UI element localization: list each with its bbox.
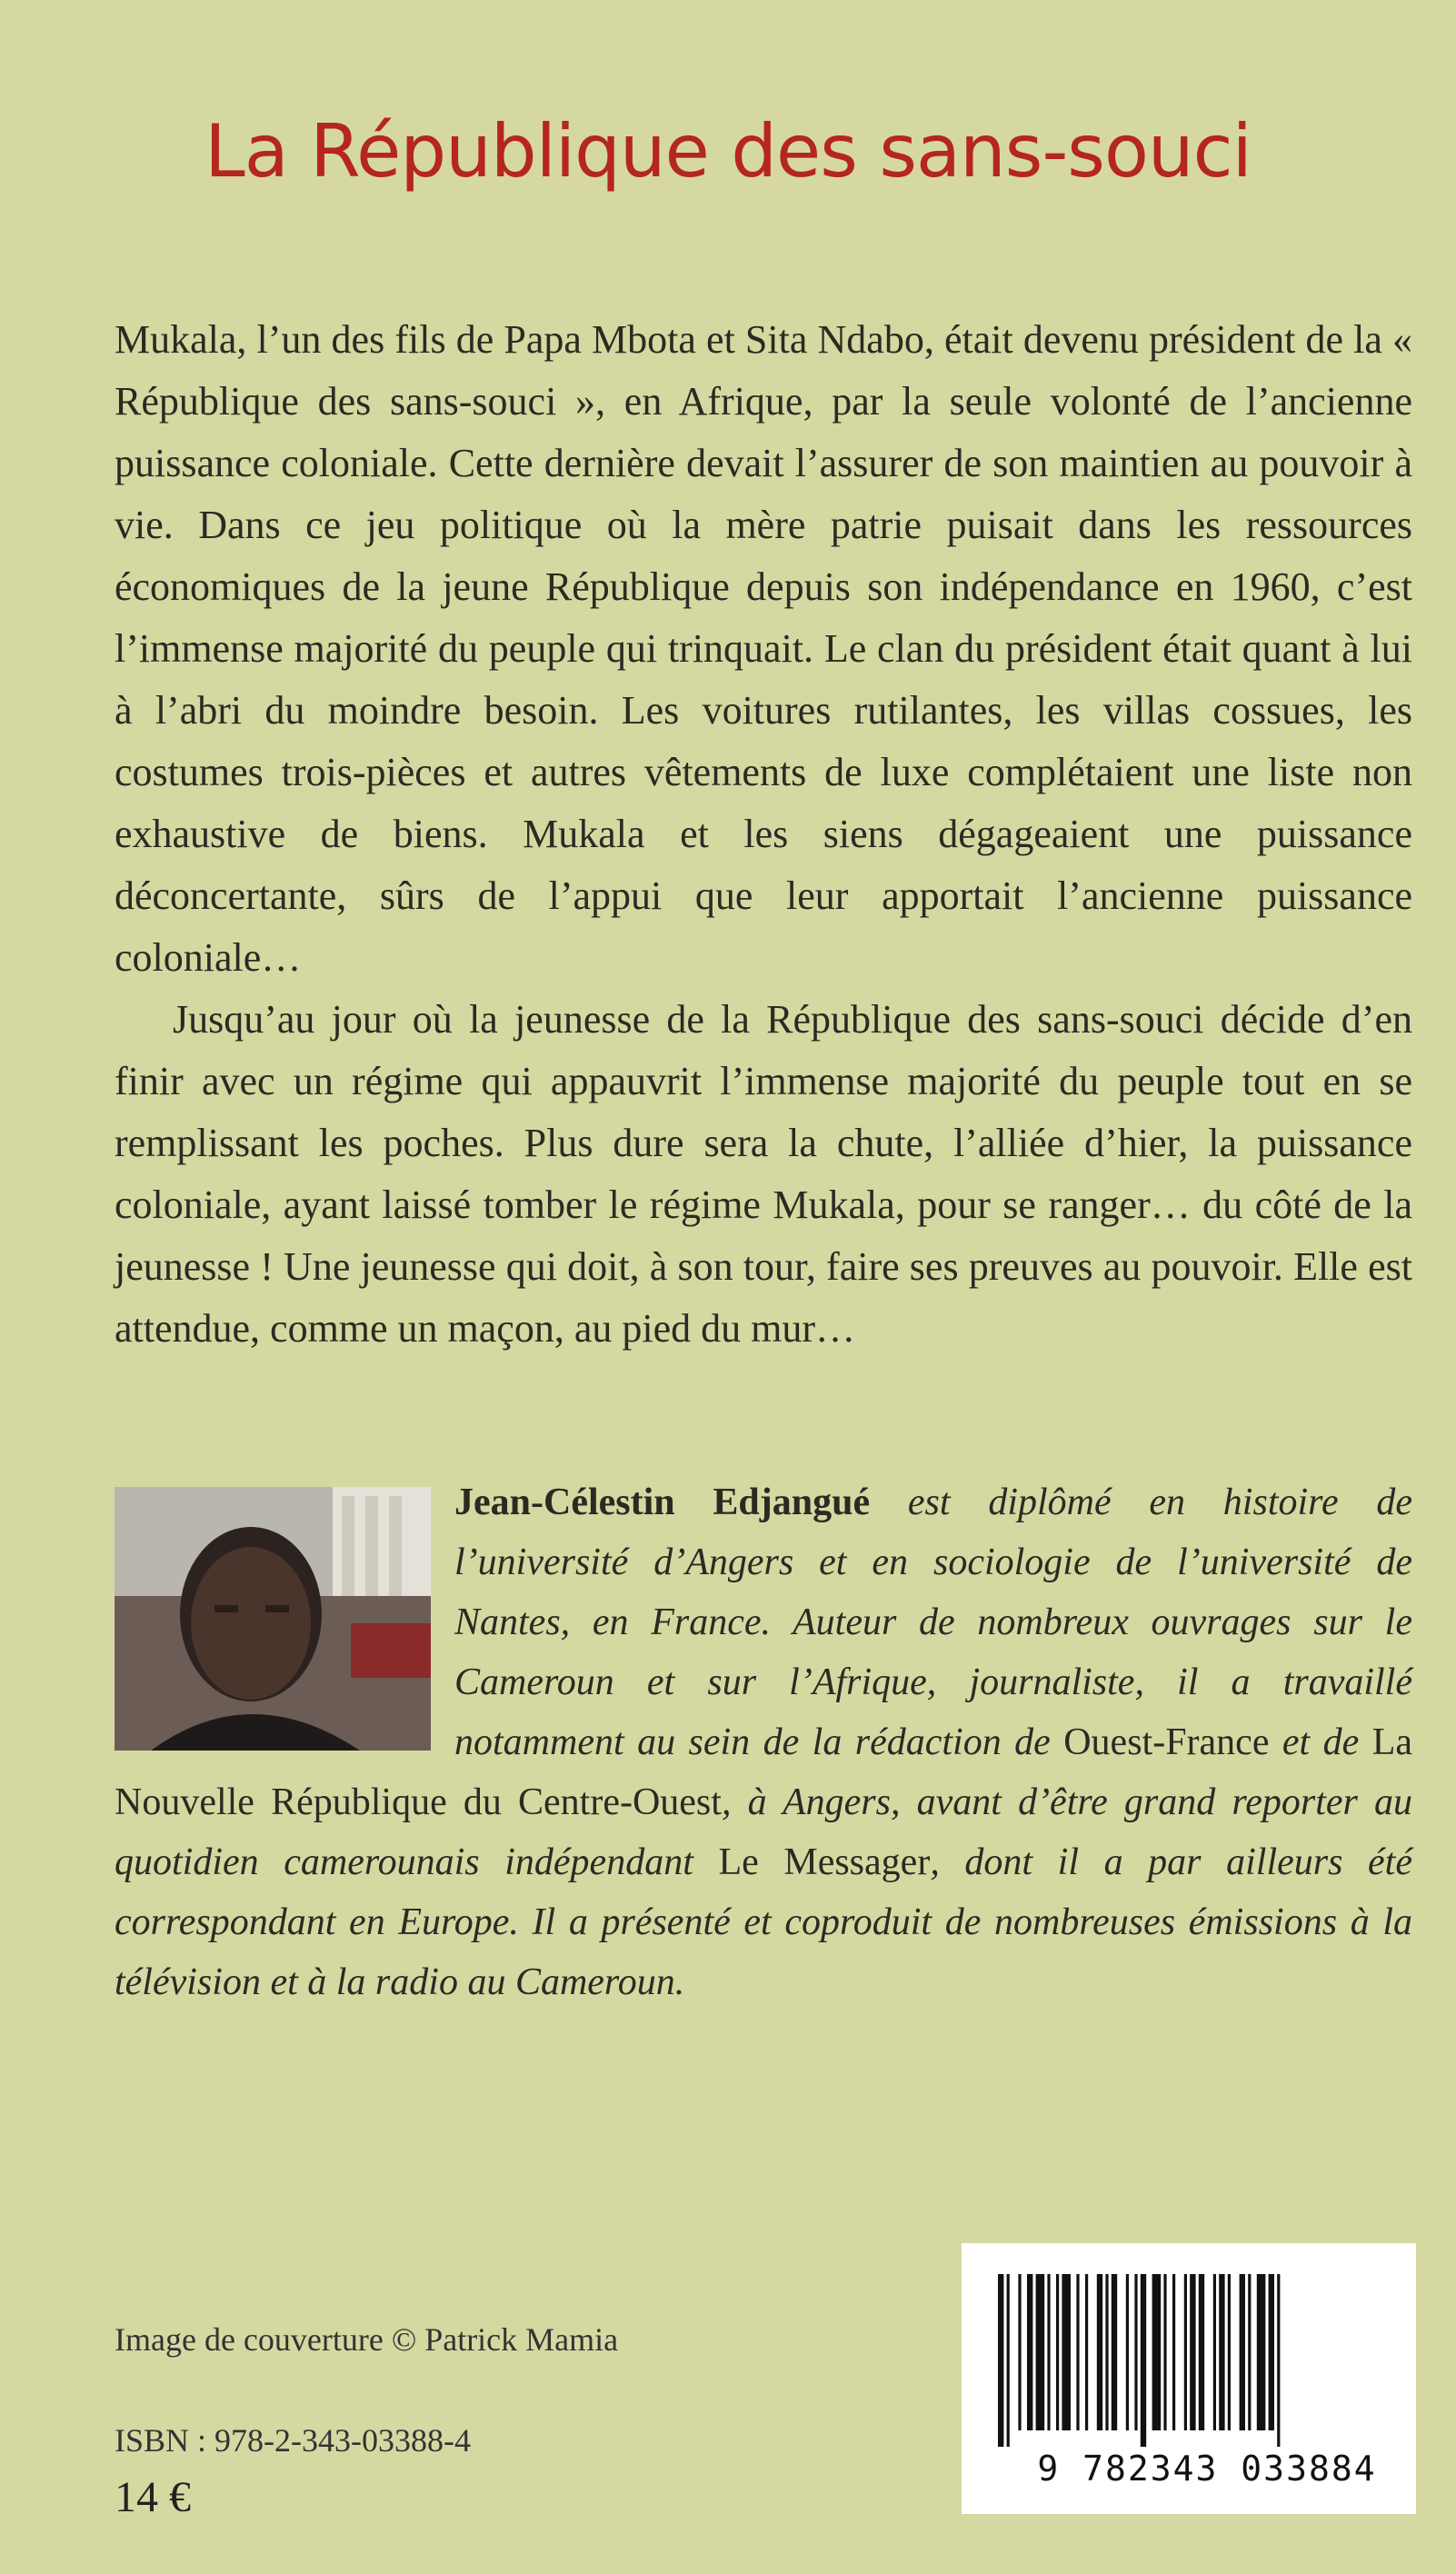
barcode-bar [1062,2274,1071,2430]
barcode-bar [1105,2274,1108,2430]
isbn: ISBN : 978-2-343-03388-4 [115,2422,471,2459]
barcode-bar [1184,2274,1187,2430]
barcode-bar [1248,2274,1251,2430]
barcode [962,2243,1416,2514]
barcode-bar [1190,2274,1195,2430]
synopsis-paragraph-2: Jusqu’au jour où la jeunesse de la République des sans-souci décide d’en finir avec un régime qui appauvrit l’immense majorité du peuple tout en se remplissant les poches. Plus dure sera la chute, l’alliée d’hier, la puissance coloniale, ayant laissé tomber le régime Mukala, pour se ranger… du côté de la jeunesse ! Une jeunesse qui doit, à son tour, faire ses preuves au pouvoir. Elle est attendue, comme un maçon, au pied du mur… [115,997,1412,1351]
synopsis [115,309,1412,1360]
author-name: Jean-Célestin Edjangué [454,1482,871,1523]
author-photo [115,1487,431,1751]
barcode-bar [1257,2274,1266,2430]
barcode-bar [1199,2274,1204,2430]
barcode-number: 9 782343 033884 [1037,2449,1377,2489]
bio-text-4: , dont il a par ailleurs été correspondant en Europe. Il a présenté et coproduit de nombreuses émissions à la télévision et à la radio au Cameroun. [115,1841,1412,2003]
bio-text-1: est diplômé en histoire de l’université d’Angers et en sociologie de l’université de Nantes, en France. Auteur de nombreux ouvrages sur le Cameroun et sur l’Afrique, journaliste, il a travaillé notamment au sein de la rédaction de [454,1482,1412,1763]
barcode-bar [1076,2274,1079,2430]
barcode-bar [1097,2274,1102,2430]
barcode-bar [1134,2274,1137,2430]
barcode-bar [1163,2274,1166,2430]
barcode-bar [998,2274,1003,2447]
barcode-bar [1112,2274,1117,2430]
newspaper-ouest-france: Ouest-France [1063,1721,1270,1763]
barcode-bar [1047,2274,1050,2430]
newspaper-le-messager: Le Messager [718,1841,931,1883]
cover-image-credit: Image de couverture © Patrick Mamia [115,2321,619,2358]
barcode-bar [1056,2274,1059,2430]
barcode-bar [1152,2274,1162,2430]
barcode-bar [1277,2274,1280,2447]
book-title: La République des sans-souci [204,109,1252,194]
bio-text-2: et de [1269,1721,1372,1763]
synopsis-paragraph-1: Mukala, l’un des fils de Papa Mbota et Sita Ndabo, était devenu président de la « République des sans-souci », en Afrique, par la seule volonté de l’ancienne puissance coloniale. Cette dernière devait l’assurer de son maintien au pouvoir à vie. Dans ce jeu politique où la mère patrie puisait dans les ressources économiques de la jeune République depuis son indépendance en 1960, c’est l’immense majorité du peuple qui trinquait. Le clan du président était quant à lui à l’abri du moindre besoin. Les voitures rutilantes, les villas cossues, les costumes trois-pièces et autres vêtements de luxe complétaient une liste non exhaustive de biens. Mukala et les siens dégageaient une puissance déconcertante, sûrs de l’appui que leur apportait l’ancienne puissance coloniale… [115,317,1412,980]
author-photo-illustration [115,1487,431,1751]
barcode-bar [1269,2274,1274,2430]
newspaper-nouvelle-republique: La Nouvelle République du Centre-Ouest [115,1721,1413,1823]
barcode-bar [1240,2274,1245,2430]
barcode-bar [1027,2274,1032,2430]
barcode-bar [1228,2274,1231,2430]
barcode-bar [1018,2274,1021,2430]
barcode-bar [1213,2274,1216,2430]
barcode-bar [1172,2274,1175,2430]
barcode-bar [1007,2274,1010,2447]
barcode-bars [991,2274,1387,2447]
bio-text-3: , à Angers, avant d’être grand reporter au quotidien camerounais indépendant [115,1781,1412,1883]
author-bio [115,1472,1412,2012]
barcode-bar [1141,2274,1146,2447]
barcode-bar [1126,2274,1129,2430]
barcode-bar [1036,2274,1045,2430]
barcode-bar [1085,2274,1088,2430]
price: 14 € [115,2473,191,2521]
barcode-bar [1219,2274,1224,2430]
